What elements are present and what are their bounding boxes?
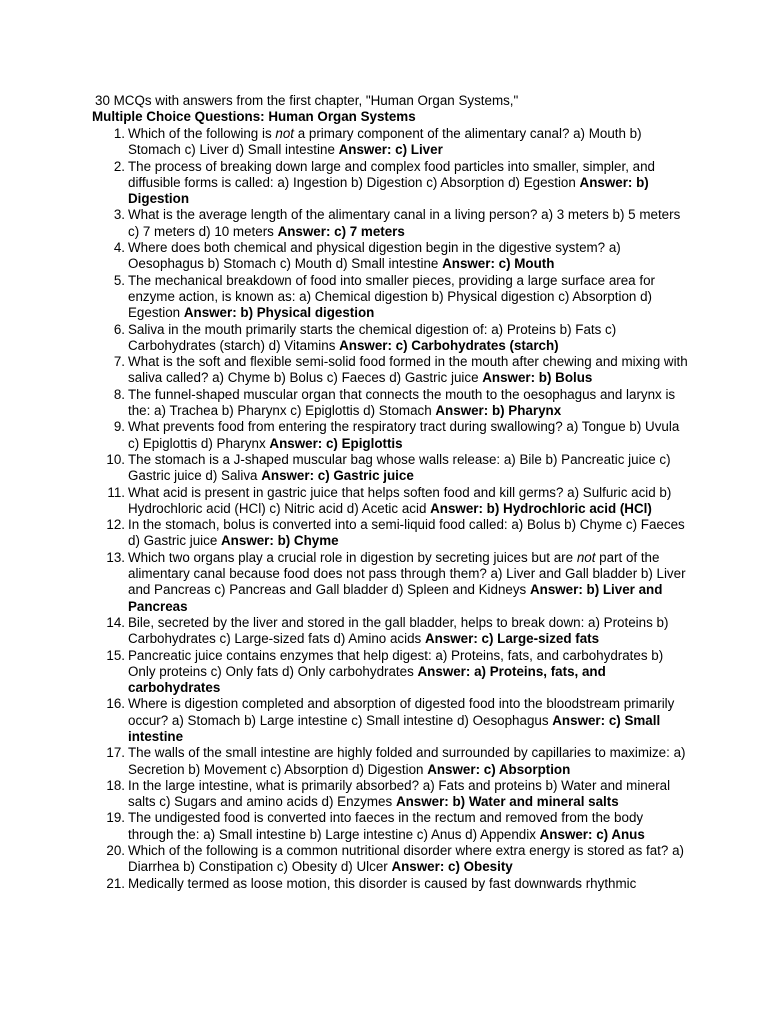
question-number: 7. [113, 354, 125, 370]
question-text: Where is digestion completed and absorption of digested food into the bloodstream primarily occur? a) Stomach b) Large intestine c) Small intestine d) Oesophagus [128, 696, 675, 728]
answer-text: Answer: c) Epiglottis [269, 435, 403, 451]
question-text: Which two organs play a crucial role in digestion by secreting juices but are [128, 549, 577, 565]
question-number: 6. [113, 321, 125, 337]
question-item [113, 386, 688, 420]
question-number: 1. [113, 126, 125, 141]
question-item [113, 419, 688, 452]
question-item [106, 745, 688, 778]
question-text: Medically termed as loose motion, this disorder is caused by fast downwards rhythmic [128, 875, 637, 891]
question-emphasis: not [275, 126, 294, 141]
question-item [113, 272, 688, 322]
question-text: What prevents food from entering the respiratory tract during swallowing? a) Tongue b) Uvula c) Epiglottis d) Pharynx [128, 419, 680, 451]
question-number: 20. [106, 843, 125, 859]
answer-text: Answer: b) Digestion [128, 174, 649, 207]
answer-text: Answer: b) Chyme [221, 533, 339, 549]
section-heading: Multiple Choice Questions: Human Organ Systems [92, 109, 416, 124]
question-number: 12. [106, 517, 125, 533]
question-item [113, 126, 688, 159]
question-text: The funnel-shaped muscular organ that connects the mouth to the oesophagus and larynx is the: a) Trachea b) Pharynx c) Epiglottis d) Stomach [128, 386, 676, 419]
question-item [106, 843, 688, 876]
question-number: 3. [113, 207, 125, 223]
question-text: Saliva in the mouth primarily starts the chemical digestion of: a) Proteins b) Fats c) Carbohydrates (starch) d) Vitamins [128, 321, 617, 353]
question-text: The stomach is a J-shaped muscular bag whose walls release: a) Bile b) Pancreatic juice c) Gastric juice d) Saliva [128, 451, 671, 484]
question-number: 10. [106, 451, 125, 467]
question-text: The undigested food is converted into faeces in the rectum and removed from the body through the: a) Small intestine b) Large intestine c) Anus d) Appendix [128, 810, 644, 842]
answer-text: Answer: c) Carbohydrates (starch) [339, 337, 559, 353]
question-item [106, 517, 688, 550]
question-number: 2. [113, 158, 125, 174]
question-text: The process of breaking down large and complex food particles into smaller, simpler, and diffusible forms is called: a) Ingestion b) Digestion c) Absorption d) Egestion [128, 158, 655, 190]
question-item [106, 810, 688, 843]
question-number: 15. [106, 647, 125, 663]
question-item [113, 158, 688, 208]
question-item [106, 549, 688, 615]
question-item [106, 875, 688, 892]
question-text: In the stomach, bolus is converted into a semi-liquid food called: a) Bolus b) Chyme c) Faeces d) Gastric juice [128, 517, 685, 549]
question-text: The mechanical breakdown of food into smaller pieces, providing a large surface area for enzyme action, is known as: a) Chemical digestion b) Physical digestion c) Absorption d) Egestion [128, 272, 655, 321]
answer-text: Answer: c) Small intestine [128, 712, 661, 744]
answer-text: Answer: c) Anus [539, 826, 645, 842]
question-number: 14. [106, 614, 125, 630]
answer-text: Answer: c) Mouth [442, 256, 555, 272]
answer-text: Answer: c) Absorption [427, 761, 571, 777]
question-text: Pancreatic juice contains enzymes that help digest: a) Proteins, fats, and carbohydrates b) Only proteins c) Only fats d) Only carbohydrates [128, 647, 664, 679]
question-text: Which of the following is [128, 126, 276, 141]
question-number: 4. [113, 240, 125, 256]
question-number: 21. [106, 875, 125, 891]
answer-text: Answer: c) Liver [338, 142, 443, 158]
question-text: In the large intestine, what is primarily absorbed? a) Fats and proteins b) Water and mineral salts c) Sugars and amino acids d) Enzymes [128, 777, 671, 810]
question-number: 5. [113, 272, 125, 288]
question-number: 13. [106, 549, 125, 565]
answer-text: Answer: c) 7 meters [277, 223, 405, 239]
answer-text: Answer: b) Physical digestion [183, 305, 375, 321]
question-number: 11. [107, 484, 125, 500]
question-number: 16. [106, 696, 125, 712]
answer-text: Answer: b) Pharynx [435, 403, 562, 419]
question-text: The walls of the small intestine are highly folded and surrounded by capillaries to maximize: a) Secretion b) Movement c) Absorption d) Digestion [128, 745, 686, 777]
answer-text: Answer: c) Large-sized fats [424, 631, 600, 647]
question-number: 8. [113, 386, 125, 402]
question-text: What is the soft and flexible semi-solid food formed in the mouth after chewing and mixing with saliva called? a) Chyme b) Bolus c) Faeces d) Gastric juice [128, 354, 688, 386]
answer-text: Answer: b) Liver and Pancreas [128, 582, 663, 614]
answer-text: Answer: c) Gastric juice [261, 468, 414, 484]
answer-text: Answer: c) Obesity [391, 859, 513, 875]
question-item [113, 354, 688, 387]
question-number: 19. [106, 810, 125, 826]
question-list [106, 126, 688, 892]
answer-text: Answer: b) Water and mineral salts [395, 794, 619, 810]
question-item [106, 614, 688, 648]
question-number: 9. [113, 419, 125, 435]
question-number: 17. [106, 745, 125, 761]
question-emphasis: not [576, 549, 596, 565]
question-item [106, 777, 688, 811]
question-item [106, 647, 688, 697]
question-text: Which of the following is a common nutritional disorder where extra energy is stored as fat? a) Diarrhea b) Constipation c) Obesity d) Ulcer [128, 843, 684, 875]
question-number: 18. [106, 777, 125, 793]
intro-line: 30 MCQs with answers from the first chapter, "Human Organ Systems," [95, 93, 519, 108]
question-text: What acid is present in gastric juice that helps soften food and kill germs? a) Sulfuric acid b) Hydrochloric acid (HCl) c) Nitric acid d) Acetic acid [128, 484, 672, 516]
answer-text: Answer: b) Hydrochloric acid (HCl) [430, 500, 652, 516]
question-item [113, 240, 688, 273]
question-text-continued: a primary component of the alimentary canal? a) Mouth b) Stomach c) Liver d) Small intestine [128, 126, 642, 158]
answer-text: Answer: a) Proteins, fats, and carbohydrates [128, 663, 606, 696]
question-item [113, 207, 688, 240]
question-text: Where does both chemical and physical digestion begin in the digestive system? a) Oesophagus b) Stomach c) Mouth d) Small intestine [128, 240, 621, 272]
question-item [106, 451, 688, 485]
question-item [106, 696, 688, 745]
question-text-continued: part of the alimentary canal because food does not pass through them? a) Liver and Gall bladder b) Liver and Pancreas c) Pancreas and Gall bladder d) Spleen and Kidneys [128, 549, 686, 598]
question-item [107, 484, 688, 518]
question-item [113, 321, 688, 355]
answer-text: Answer: b) Bolus [482, 370, 593, 386]
question-text: What is the average length of the alimentary canal in a living person? a) 3 meters b) 5 meters c) 7 meters d) 10 meters [128, 207, 681, 239]
question-text: Bile, secreted by the liver and stored in the gall bladder, helps to break down: a) Proteins b) Carbohydrates c) Large-sized fats d) Amino acids [128, 614, 669, 647]
